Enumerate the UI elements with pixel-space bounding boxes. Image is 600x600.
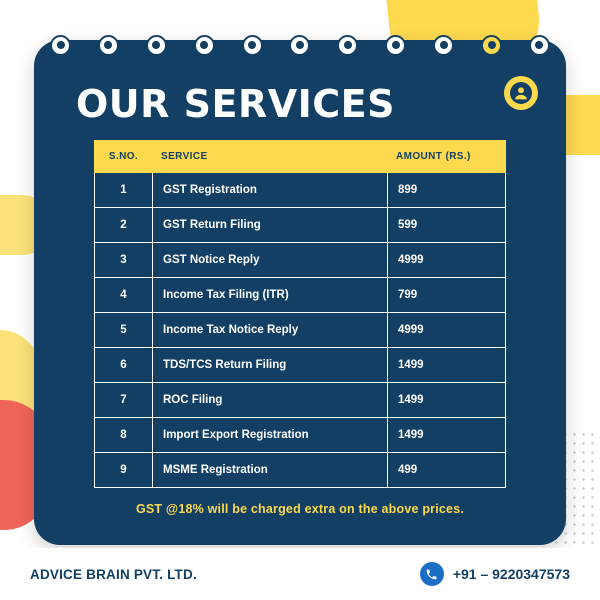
- gst-note: GST @18% will be charged extra on the above prices.: [135, 502, 465, 516]
- cell-service: GST Return Filing: [153, 208, 388, 243]
- cell-sno: 5: [95, 313, 153, 348]
- table-row: [95, 243, 506, 278]
- table-row: [95, 453, 506, 488]
- person-badge-icon: [510, 82, 532, 104]
- cell-service: Income Tax Notice Reply: [153, 313, 388, 348]
- cell-sno: 3: [95, 243, 153, 278]
- cell-sno: 2: [95, 208, 153, 243]
- cell-service: ROC Filing: [153, 383, 388, 418]
- binder-ring-highlighted: [481, 35, 502, 56]
- cell-amount: 1499: [388, 348, 506, 383]
- binder-ring: [98, 35, 119, 56]
- table-body: [95, 173, 506, 488]
- services-table-container: [94, 140, 506, 488]
- cell-sno: 8: [95, 418, 153, 453]
- contact-block[interactable]: [420, 562, 570, 586]
- cell-service: TDS/TCS Return Filing: [153, 348, 388, 383]
- brand-logo-badge: [504, 76, 538, 110]
- cell-amount: 499: [388, 453, 506, 488]
- table-row: [95, 173, 506, 208]
- cell-amount: 4999: [388, 313, 506, 348]
- table-header: [95, 141, 506, 173]
- binder-ring: [529, 35, 550, 56]
- company-name: ADVICE BRAIN PVT. LTD.: [30, 566, 197, 582]
- binder-ring: [242, 35, 263, 56]
- binder-ring: [194, 35, 215, 56]
- table-header-row: [95, 141, 506, 173]
- cell-sno: 9: [95, 453, 153, 488]
- table-row: [95, 348, 506, 383]
- binder-ring: [146, 35, 167, 56]
- services-card: [34, 40, 566, 545]
- binder-rings: [50, 32, 550, 58]
- cell-amount: 599: [388, 208, 506, 243]
- table-row: [95, 278, 506, 313]
- footer: [0, 548, 600, 600]
- table-row: [95, 208, 506, 243]
- cell-sno: 7: [95, 383, 153, 418]
- cell-amount: 4999: [388, 243, 506, 278]
- phone-number: +91 – 9220347573: [452, 566, 570, 582]
- cell-sno: 1: [95, 173, 153, 208]
- cell-service: Income Tax Filing (ITR): [153, 278, 388, 313]
- column-header-amount: AMOUNT (RS.): [388, 141, 506, 173]
- phone-icon: [420, 562, 444, 586]
- binder-ring: [385, 35, 406, 56]
- binder-ring: [337, 35, 358, 56]
- cell-sno: 6: [95, 348, 153, 383]
- table-row: [95, 313, 506, 348]
- column-header-sno: S.NO.: [95, 141, 153, 173]
- cell-service: GST Registration: [153, 173, 388, 208]
- binder-ring: [433, 35, 454, 56]
- cell-amount: 799: [388, 278, 506, 313]
- cell-service: Import Export Registration: [153, 418, 388, 453]
- table-row: [95, 383, 506, 418]
- table-row: [95, 418, 506, 453]
- cell-service: MSME Registration: [153, 453, 388, 488]
- cell-service: GST Notice Reply: [153, 243, 388, 278]
- cell-amount: 1499: [388, 383, 506, 418]
- services-table: [94, 140, 506, 488]
- page-title: OUR SERVICES: [76, 82, 395, 126]
- binder-ring: [50, 35, 71, 56]
- cell-amount: 899: [388, 173, 506, 208]
- column-header-service: SERVICE: [153, 141, 388, 173]
- binder-ring: [289, 35, 310, 56]
- cell-amount: 1499: [388, 418, 506, 453]
- cell-sno: 4: [95, 278, 153, 313]
